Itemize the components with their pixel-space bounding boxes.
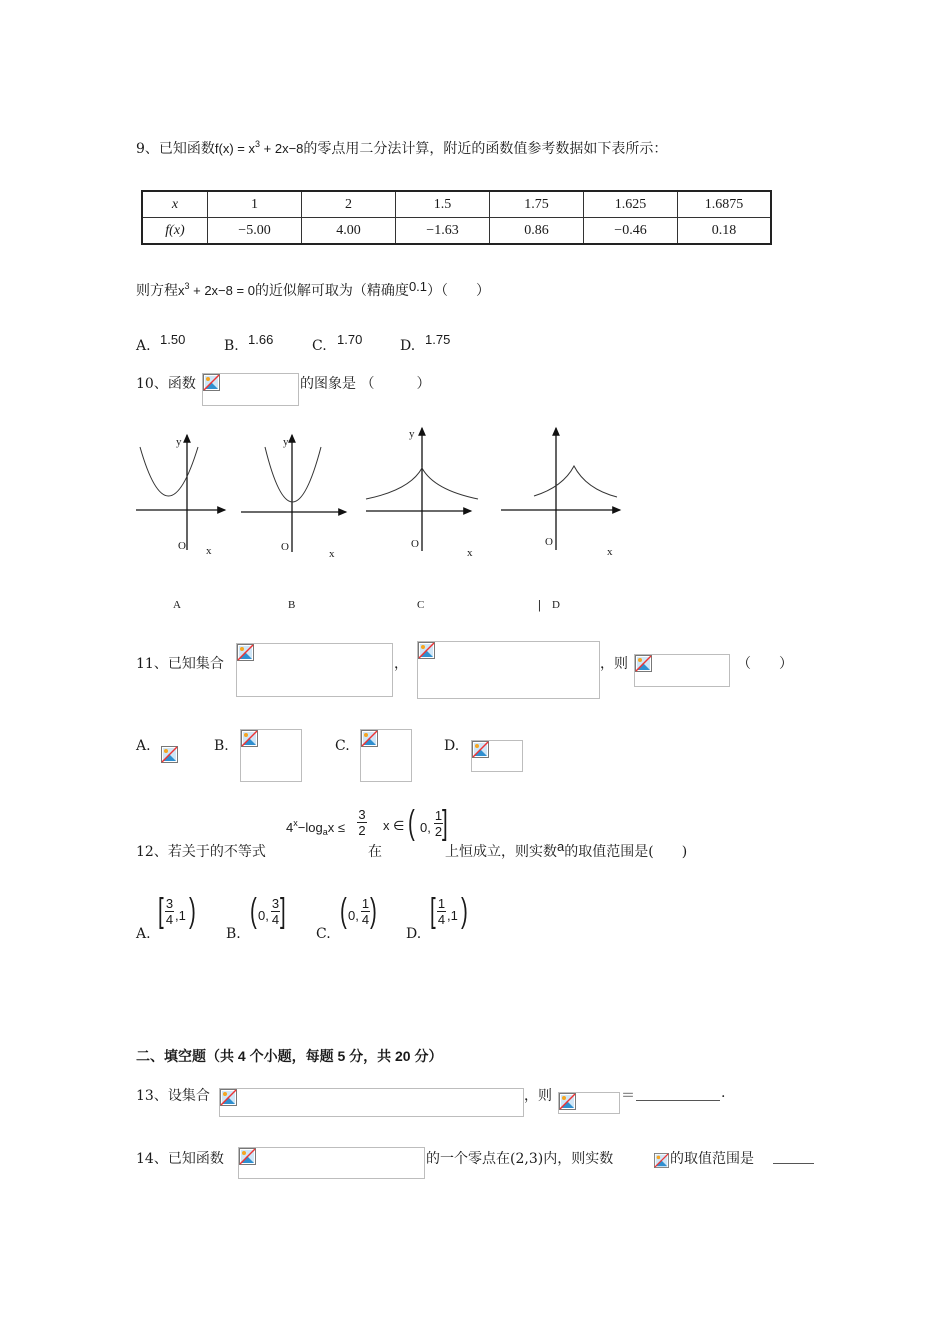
table-cell: 0.18 [678, 218, 772, 245]
option-label: A. [136, 738, 151, 754]
q11-number: 11、已知集合 [136, 656, 224, 672]
graph-b-x-label: x [329, 548, 335, 560]
broken-image-icon [239, 1148, 256, 1165]
graph-c [366, 428, 478, 551]
q9-stem [136, 138, 667, 158]
option-label: C. [316, 926, 331, 942]
graph-b-caption: B [288, 599, 296, 611]
q14-variable-image [654, 1153, 670, 1173]
option-label: C. [312, 338, 327, 354]
table-cell: −1.63 [396, 218, 490, 245]
table-cell: 1.75 [490, 191, 584, 218]
q14-answer-blank[interactable] [773, 1163, 814, 1164]
table-cell: 2 [302, 191, 396, 218]
q14-tail: 的取值范围是 [670, 1151, 754, 1167]
q11-set-b-image [417, 641, 600, 699]
broken-image-icon [635, 655, 652, 672]
q13-period: . [721, 1085, 726, 1101]
q9-line2-pre: 则方程 [136, 283, 178, 299]
q9-equation: $x^3 + 2x-8 = 0$ [178, 281, 255, 298]
option-value: 1.50 [160, 332, 186, 347]
graph-d-x-label: x [607, 546, 613, 558]
graph-c-caption: C [417, 599, 425, 611]
q13-expression-image [558, 1092, 620, 1114]
q11-option-c-image [360, 729, 412, 782]
q11-paren: （ ） [737, 656, 793, 672]
q12-number: 12、若关于的不等式 [136, 844, 266, 860]
q10-function-image [202, 373, 299, 406]
option-label: D. [406, 926, 422, 942]
broken-image-icon [361, 730, 378, 747]
option-value: 1.75 [425, 332, 451, 347]
graph-d-caption: D [552, 599, 560, 611]
q9-precision: 0.1 [408, 279, 428, 294]
broken-image-icon [237, 644, 254, 661]
q12-fraction-3-2: 3 2 [358, 807, 366, 838]
q14-mid: 的一个零点在(2,3)内，则实数 [426, 1151, 614, 1167]
graph-a [136, 435, 225, 550]
q12-inequality: $4^x-\log_ax$ ≤ [286, 818, 345, 837]
q12-tail: 上恒成立，则实数a的取值范围是( ) [445, 839, 688, 860]
table-cell: −5.00 [208, 218, 302, 245]
broken-image-icon [220, 1089, 237, 1106]
table-cell: x [142, 191, 208, 218]
table-cell: 1 [208, 191, 302, 218]
table-cell: 1.6875 [678, 191, 772, 218]
graph-a-y-label: y [176, 436, 182, 448]
graph-b-origin-label: O [281, 541, 289, 553]
q14-number: 14、已知函数 [136, 1151, 224, 1167]
q9-value-table [141, 190, 772, 245]
q12-options: A. [ 3 4 ,1 ) B. ( 0, 3 4 ] C. ( 0, 1 4 ) D. [ 1 4 ,1 ) [136, 892, 468, 942]
option-label: D. [400, 338, 416, 354]
q13-answer-blank[interactable] [636, 1100, 720, 1101]
broken-image-icon [654, 1153, 669, 1168]
option-label: B. [224, 338, 239, 354]
q11-set-a-image [236, 643, 393, 697]
q12-domain-x: x ∈ [383, 818, 405, 833]
q13-set-image [219, 1088, 524, 1117]
broken-image-icon [241, 730, 258, 747]
table-cell: −0.46 [584, 218, 678, 245]
table-cell: 0.86 [490, 218, 584, 245]
option-label: C. [335, 738, 350, 754]
broken-image-icon [418, 642, 435, 659]
q11-option-b-image [240, 729, 302, 782]
q9-number: 9、已知函数 [136, 141, 215, 157]
table-row [142, 191, 771, 218]
option-label: D. [444, 738, 460, 754]
q13-equals: ＝ [621, 1088, 635, 1104]
q13-then: ，则 [524, 1088, 552, 1104]
graph-d-origin-label: O [545, 536, 553, 548]
option-label: A. [136, 926, 151, 942]
q10-tail: 的图象是 （ ） [300, 376, 431, 392]
q10-number: 10、函数 [136, 376, 196, 392]
table-cell: f(x) [142, 218, 208, 245]
q9-line2-end: ）（ ） [427, 283, 491, 299]
graph-a-caption: A [173, 599, 181, 611]
q10-graphs [130, 425, 630, 570]
q11-option-d-image [471, 740, 523, 772]
broken-image-icon [559, 1093, 576, 1110]
q9-function: $f(x) = x^3 + 2x-8$ [214, 139, 304, 156]
q9-line2-mid: 的近似解可取为（精确度 [254, 283, 409, 299]
option-label: A. [136, 338, 151, 354]
q11-comma: ， [394, 656, 408, 672]
option-label: B. [214, 738, 229, 754]
q11-expression-image [634, 654, 730, 687]
q11-then: ，则 [600, 656, 628, 672]
graph-b [241, 435, 346, 552]
graph-a-x-label: x [206, 545, 212, 557]
section-heading: 二、填空题（共 4 个小题，每题 5 分，共 20 分） [136, 1048, 443, 1064]
broken-image-icon [472, 741, 489, 758]
q9-stem-tail: 的零点用二分法计算，附近的函数值参考数据如下表所示： [303, 141, 668, 157]
broken-image-icon [161, 746, 178, 763]
graph-c-x-label: x [467, 547, 473, 559]
option-value: 1.66 [248, 332, 274, 347]
table-cell: 1.5 [396, 191, 490, 218]
option-value: 1.70 [337, 332, 363, 347]
q12-in: 在 [368, 844, 382, 860]
q13-number: 13、设集合 [136, 1088, 210, 1104]
graph-a-origin-label: O [178, 540, 186, 552]
graph-d-marker: | [538, 597, 541, 612]
q11-option-a-image [161, 746, 181, 766]
table-cell: 4.00 [302, 218, 396, 245]
table-row [142, 218, 771, 245]
graph-c-origin-label: O [411, 538, 419, 550]
q14-function-image [238, 1147, 425, 1179]
graph-d [501, 428, 620, 550]
q9-line2 [136, 280, 490, 300]
graph-c-y-label: y [409, 428, 415, 440]
table-cell: 1.625 [584, 191, 678, 218]
graph-b-y-label: y [283, 436, 289, 448]
broken-image-icon [203, 374, 220, 391]
option-label: B. [226, 926, 241, 942]
